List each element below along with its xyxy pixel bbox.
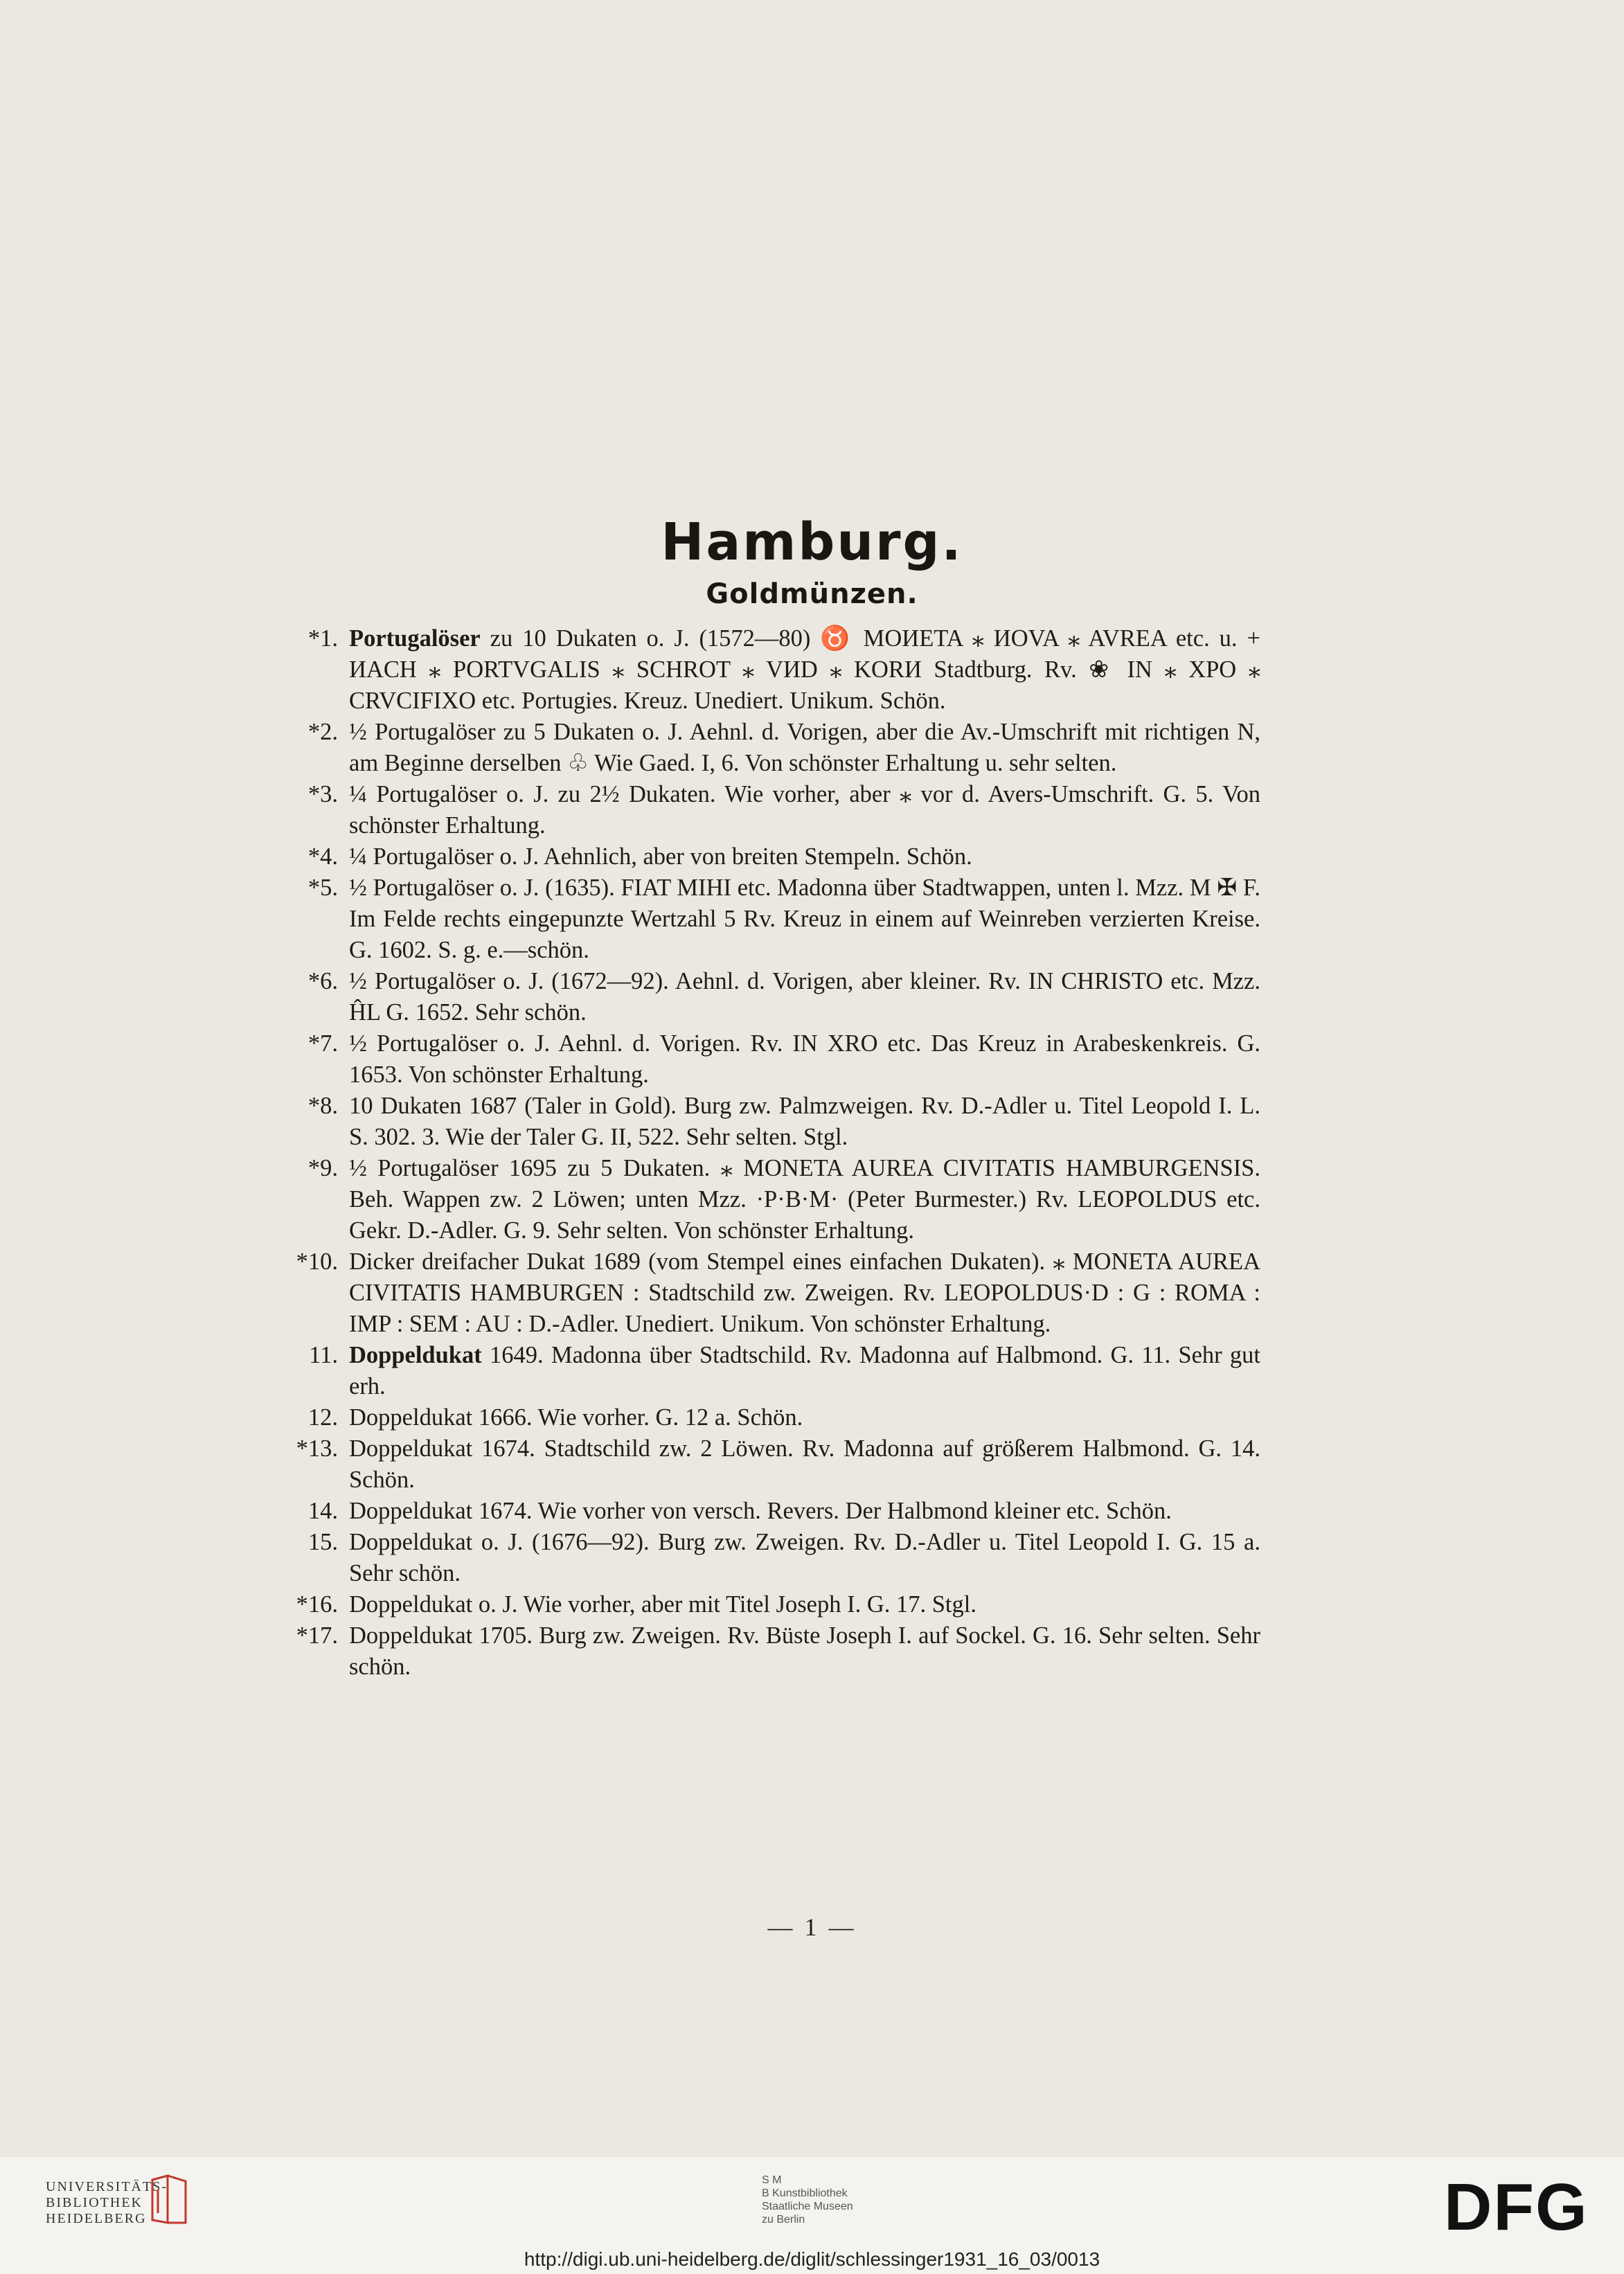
entry-text: Doppeldukat 1666. Wie vorher. G. 12 a. Schön.	[349, 1404, 803, 1431]
entry-number: *6.	[307, 968, 338, 994]
entry-text: Doppeldukat 1674. Stadtschild zw. 2 Löwen. Rv. Madonna auf größerem Halbmond. G. 14. Schön.	[349, 1435, 1260, 1493]
entry-number: 12.	[307, 1404, 338, 1431]
entry-number: *1.	[307, 625, 338, 652]
entry-text: ¼ Portugalöser o. J. zu 2½ Dukaten. Wie vorher, aber ⁎ vor d. Avers-Umschrift. G. 5. Von schönster Erhaltung.	[349, 781, 1260, 839]
list-item	[277, 1246, 1260, 1340]
entry-list	[277, 623, 1260, 1683]
list-item	[277, 1340, 1260, 1402]
entry-number: *16.	[296, 1591, 338, 1618]
page-number: — 1 —	[767, 1913, 857, 1941]
list-item	[277, 1153, 1260, 1246]
entry-text: ½ Portugalöser 1695 zu 5 Dukaten. ⁎ MONETA AUREA CIVITATIS HAMBURGENSIS. Beh. Wappen zw. 2 Löwen; unten Mzz. ·P·B·M· (Peter Burmester.) Rv. LEOPOLDUS etc. Gekr. D.-Adler. G. 9. Sehr selten. Von schönster Erhaltung.	[349, 1155, 1260, 1244]
list-item	[277, 841, 1260, 872]
entry-number: *2.	[307, 719, 338, 745]
collection-line: zu Berlin	[762, 2214, 805, 2226]
entry-text: Doppeldukat o. J. Wie vorher, aber mit Titel Joseph I. G. 17. Stgl.	[349, 1591, 976, 1618]
entry-number: *5.	[307, 875, 338, 901]
list-item	[277, 779, 1260, 841]
list-item	[277, 1433, 1260, 1496]
collection-info	[762, 2174, 853, 2226]
dfg-logo[interactable]: DFG	[1444, 2170, 1589, 2244]
entry-number: *10.	[296, 1248, 338, 1275]
collection-line: S M	[762, 2174, 782, 2186]
entry-number: *4.	[307, 843, 338, 870]
entry-number: *9.	[307, 1155, 338, 1181]
entry-text: 10 Dukaten 1687 (Taler in Gold). Burg zw. Palmzweigen. Rv. D.-Adler u. Titel Leopold I. L. S. 302. 3. Wie der Taler G. II, 522. Sehr selten. Stgl.	[349, 1093, 1260, 1150]
permalink-url[interactable]: http://digi.ub.uni-heidelberg.de/diglit/schlessinger1931_16_03/0013	[524, 2248, 1100, 2270]
university-line: HEIDELBERG	[46, 2211, 147, 2226]
viewer-footer	[0, 2157, 1624, 2274]
entry-number: 14.	[307, 1498, 338, 1524]
collection-line: B Kunstbibliothek	[762, 2187, 848, 2199]
entry-text: ½ Portugalöser o. J. (1672—92). Aehnl. d. Vorigen, aber kleiner. Rv. IN CHRISTO etc. Mzz. ĤL G. 1652. Sehr schön.	[349, 968, 1260, 1026]
entry-text: ½ Portugalöser o. J. (1635). FIAT MIHI etc. Madonna über Stadtwappen, unten l. Mzz. M ✠ F. Im Felde rechts eingepunzte Wertzahl 5 Rv. Kreuz in einem auf Weinreben verzierten Kreise. G. 1602. S. g. e.—schön.	[349, 875, 1260, 963]
entry-text: Doppeldukat 1705. Burg zw. Zweigen. Rv. Büste Joseph I. auf Sockel. G. 16. Sehr selten. Sehr schön.	[349, 1622, 1260, 1680]
entry-text: Doppeldukat 1674. Wie vorher von versch. Revers. Der Halbmond kleiner etc. Schön.	[349, 1498, 1172, 1524]
entry-number: 11.	[309, 1342, 338, 1368]
entry-text: ¼ Portugalöser o. J. Aehnlich, aber von breiten Stempeln. Schön.	[349, 843, 972, 870]
entry-text: ½ Portugalöser zu 5 Dukaten o. J. Aehnl. d. Vorigen, aber die Av.-Umschrift mit richtigen N, am Beginne derselben ♧ Wie Gaed. I, 6. Von schönster Erhaltung u. sehr selten.	[349, 719, 1260, 776]
library-logo-icon	[147, 2174, 191, 2227]
page-title: Hamburg.	[661, 512, 963, 572]
university-line: BIBLIOTHEK	[46, 2195, 143, 2210]
entry-number: *13.	[296, 1435, 338, 1462]
list-item	[277, 1028, 1260, 1091]
list-item	[277, 717, 1260, 779]
entry-number: *8.	[307, 1093, 338, 1119]
collection-line: Staatliche Museen	[762, 2201, 853, 2212]
entry-text: zu 10 Dukaten o. J. (1572—80) ♉ MOИETA ⁎ ИOVA ⁎ AVREA etc. u. + ИACH ⁎ PORTVGALIS ⁎ SCHROT ⁎ VИD ⁎ KORИ Stadtburg. Rv. ❀ IN ⁎ XPO ⁎ CRVCIFIXO etc. Portugies. Kreuz. Unediert. Unikum. Schön.	[349, 625, 1260, 714]
entry-number: *3.	[307, 781, 338, 807]
list-item	[277, 1527, 1260, 1589]
entry-number: *17.	[296, 1622, 338, 1649]
entry-name: Doppeldukat	[349, 1342, 482, 1368]
entry-text: Dicker dreifacher Dukat 1689 (vom Stempel eines einfachen Dukaten). ⁎ MONETA AUREA CIVITATIS HAMBURGEN : Stadtschild zw. Zweigen. Rv. LEOPOLDUS·D : G : ROMA : IMP : SEM : AU : D.-Adler. Unediert. Unikum. Von schönster Erhaltung.	[349, 1248, 1260, 1337]
list-item	[277, 1091, 1260, 1153]
list-item	[277, 1496, 1260, 1527]
list-item	[277, 872, 1260, 966]
entry-number: 15.	[307, 1529, 338, 1555]
entry-name: Portugalöser	[349, 625, 481, 652]
entry-text: 1649. Madonna über Stadtschild. Rv. Madonna auf Halbmond. G. 11. Sehr gut erh.	[349, 1342, 1260, 1399]
list-item	[277, 1620, 1260, 1683]
page-subtitle: Goldmünzen.	[706, 578, 918, 610]
list-item	[277, 1589, 1260, 1620]
entry-number: *7.	[307, 1030, 338, 1057]
university-line: UNIVERSITÄTS-	[46, 2179, 168, 2194]
entry-text: ½ Portugalöser o. J. Aehnl. d. Vorigen. Rv. IN XRO etc. Das Kreuz in Arabeskenkreis. G. 1653. Von schönster Erhaltung.	[349, 1030, 1260, 1088]
list-item	[277, 966, 1260, 1028]
entry-text: Doppeldukat o. J. (1676—92). Burg zw. Zweigen. Rv. D.-Adler u. Titel Leopold I. G. 15 a. Sehr schön.	[349, 1529, 1260, 1586]
list-item	[277, 1402, 1260, 1433]
list-item	[277, 623, 1260, 717]
